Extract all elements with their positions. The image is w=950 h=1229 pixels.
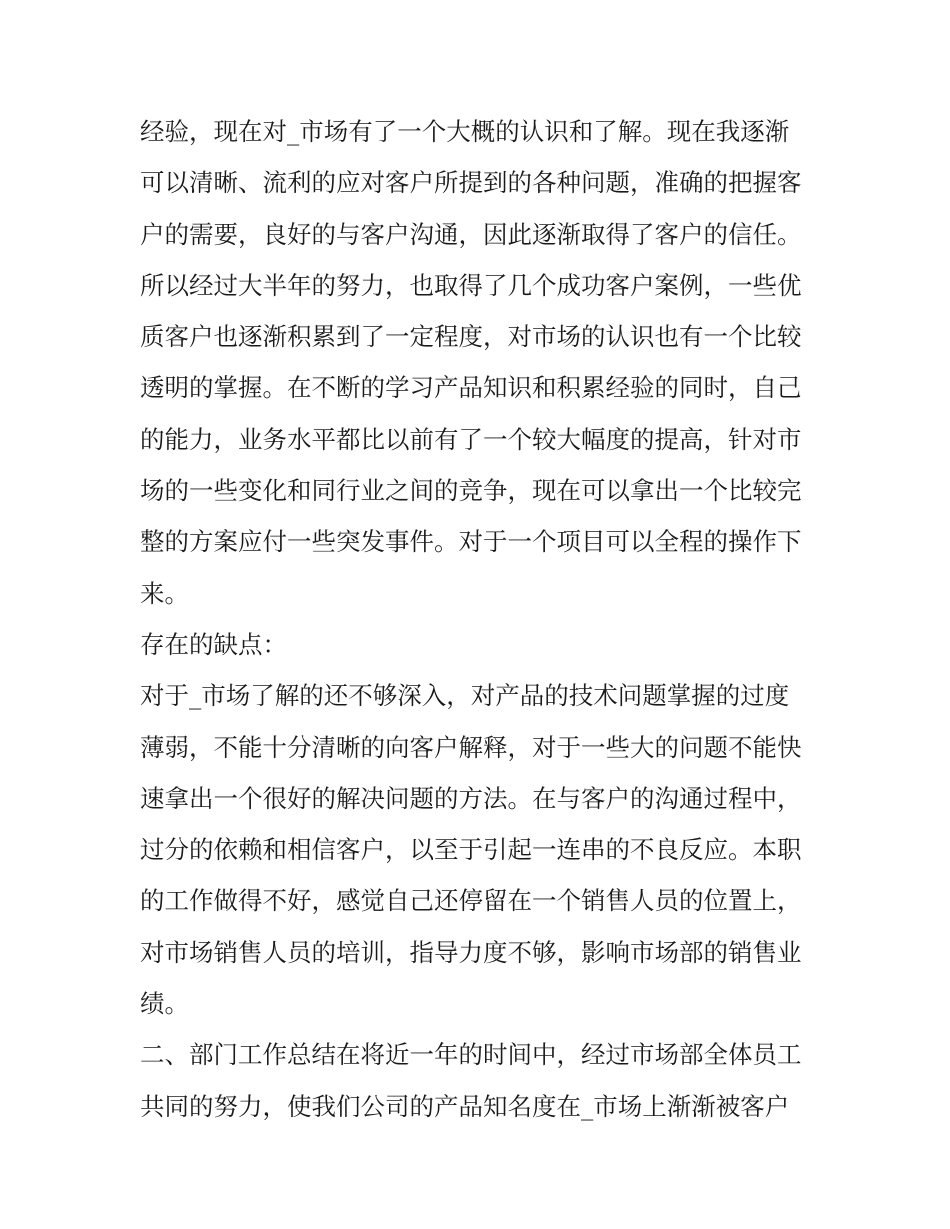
text-line-8: 场的一些变化和同行业之间的竞争，现在可以拿出一个比较完 (140, 476, 802, 506)
text-line-9: 整的方案应付一些突发事件。对于一个项目可以全程的操作下 (140, 527, 802, 557)
text-line-13: 薄弱，不能十分清晰的向客户解释，对于一些大的问题不能快 (140, 732, 802, 762)
text-line-17: 对市场销售人员的培训，指导力度不够，影响市场部的销售业 (140, 937, 802, 967)
text-line-15: 过分的依赖和相信客户，以至于引起一连串的不良反应。本职 (140, 835, 802, 865)
section-heading-shortcomings: 存在的缺点： (140, 629, 287, 659)
text-line-6: 透明的掌握。在不断的学习产品知识和积累经验的同时，自己 (140, 373, 802, 403)
text-line-18: 绩。 (140, 989, 189, 1019)
document-page (140, 106, 820, 1132)
text-line-7: 的能力，业务水平都比以前有了一个较大幅度的提高，针对市 (140, 424, 802, 454)
text-line-14: 速拿出一个很好的解决问题的方法。在与客户的沟通过程中， (140, 783, 802, 813)
text-line-3: 户的需要，良好的与客户沟通，因此逐渐取得了客户的信任。 (140, 219, 802, 249)
text-line-2: 可以清晰、流利的应对客户所提到的各种问题，准确的把握客 (140, 168, 802, 198)
text-line-1: 经验，现在对_市场有了一个大概的认识和了解。现在我逐渐 (140, 117, 790, 146)
text-line-4: 所以经过大半年的努力，也取得了几个成功客户案例，一些优 (140, 270, 802, 300)
text-line-20: 共同的努力，使我们公司的产品知名度在_市场上渐渐被客户 (140, 1091, 790, 1121)
text-line-5: 质客户也逐渐积累到了一定程度，对市场的认识也有一个比较 (140, 322, 802, 352)
text-line-12: 对于_市场了解的还不够深入，对产品的技术问题掌握的过度 (140, 681, 790, 711)
text-line-16: 的工作做得不好，感觉自己还停留在一个销售人员的位置上， (140, 886, 802, 916)
text-line-10: 来。 (140, 578, 189, 608)
text-line-19: 二、部门工作总结在将近一年的时间中，经过市场部全体员工 (140, 1040, 802, 1070)
